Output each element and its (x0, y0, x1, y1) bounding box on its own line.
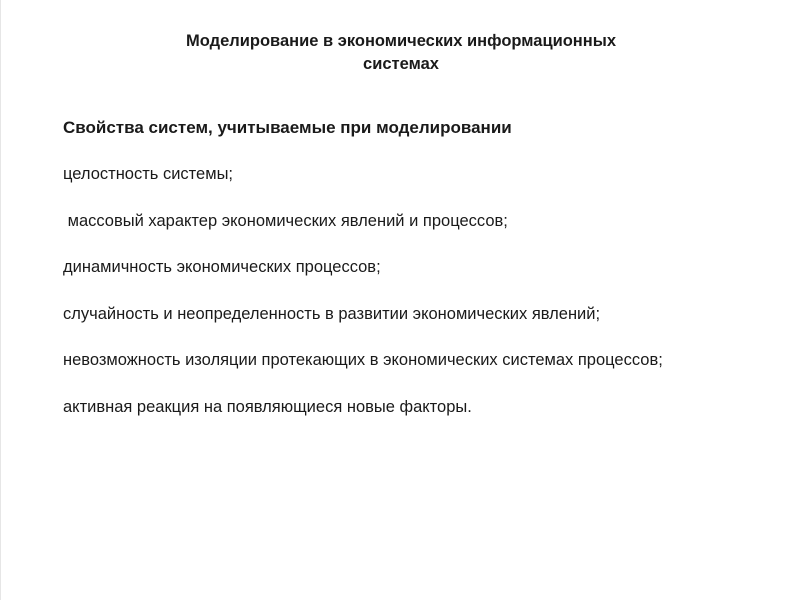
property-item-active-reaction: активная реакция на появляющиеся новые факторы. (63, 397, 472, 416)
property-item-non-isolation: невозможность изоляции протекающих в экономических системах процессов; (63, 351, 663, 369)
section-heading: Свойства систем, учитываемые при моделировании (63, 118, 512, 137)
slide-title (101, 30, 701, 76)
slide-title-line-2: системах (363, 55, 439, 73)
properties-list (63, 163, 763, 419)
property-item-randomness: случайность и неопределенность в развитии экономических явлений; (63, 304, 601, 323)
property-item-dynamism: динамичность экономических процессов; (63, 258, 381, 276)
slide-content (63, 116, 763, 442)
slide-title-line-1: Моделирование в экономических информационных (185, 32, 617, 50)
property-item-mass-character: массовый характер экономических явлений и процессов; (63, 211, 508, 230)
property-item-integrity: целостность системы; (63, 165, 234, 183)
